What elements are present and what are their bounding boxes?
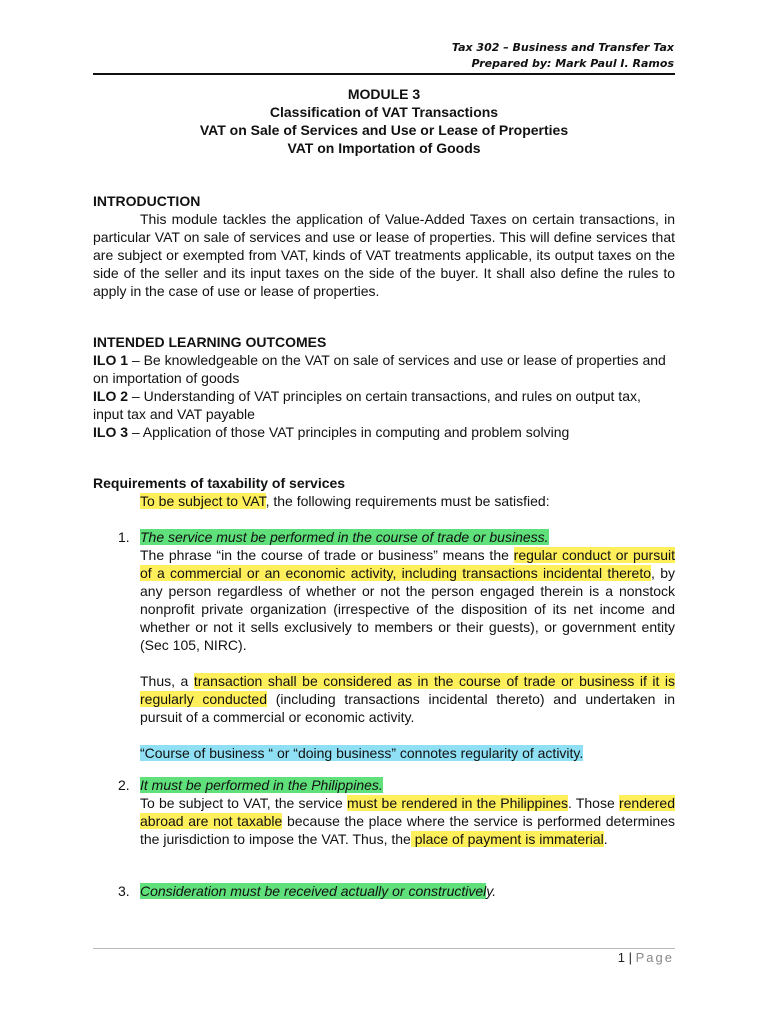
introduction-section — [93, 192, 675, 300]
ilo-heading: INTENDED LEARNING OUTCOMES — [93, 334, 327, 350]
highlight: To be subject to VAT — [140, 493, 266, 509]
document-header — [92, 40, 674, 72]
ilo-section — [93, 333, 675, 441]
page-label: Page — [635, 950, 674, 965]
footer-divider — [93, 948, 675, 949]
text-run: The phrase “in the course of trade or business” means the — [140, 547, 514, 563]
item-paragraph — [140, 744, 675, 762]
header-preparer: Prepared by: Mark Paul I. Ramos — [471, 57, 674, 70]
ilo-label: ILO 1 — [93, 352, 129, 368]
item-paragraph — [140, 546, 675, 654]
header-divider — [93, 73, 675, 75]
requirements-intro — [93, 492, 675, 510]
ilo-label: ILO 3 — [93, 424, 129, 440]
module-title-line-1: Classification of VAT Transactions — [269, 104, 499, 120]
requirements-section — [93, 474, 675, 510]
ilo-text: – Be knowledgeable on the VAT on sale of services and use or lease of properties and on importation of goods — [93, 352, 666, 386]
highlight: place of payment is immaterial — [410, 831, 604, 847]
ilo-item — [93, 351, 675, 387]
module-title-block — [93, 85, 675, 157]
item-title: Consideration must be received actually or constructivel — [140, 883, 487, 899]
text-run: , by any person regardless of whether or not the person engaged therein is a nonstock nonprofit private organization (irrespective of the disposition of its net income and whether or not it sells exclusively to members or their guests), or government entity (Sec 105, NIRC). — [140, 565, 675, 653]
item-paragraph — [140, 794, 675, 848]
ilo-text: – Application of those VAT principles in computing and problem solving — [128, 424, 570, 440]
item-title-tail: y. — [486, 883, 497, 899]
page-footer — [618, 950, 674, 966]
highlight: transaction shall be considered as in the course of trade or business if it is regularly conducted — [140, 673, 675, 707]
list-item-2 — [118, 776, 676, 848]
page-number: 1 — [617, 950, 625, 965]
highlight: must be rendered in the Philippines — [347, 795, 569, 811]
list-item-3 — [118, 882, 675, 900]
text-run: Thus, a — [140, 673, 194, 689]
item-title: The service must be performed in the course of trade or business. — [140, 529, 549, 545]
item-title: It must be performed in the Philippines. — [140, 777, 383, 793]
module-title-line-3: VAT on Importation of Goods — [287, 140, 481, 156]
list-item-1 — [118, 528, 676, 762]
ilo-item — [93, 423, 675, 441]
highlight: regular conduct or pursuit of a commercial or an economic activity, including transactions incidental thereto — [140, 547, 675, 581]
ilo-label: ILO 2 — [93, 388, 129, 404]
list-number: 2. — [118, 777, 130, 793]
introduction-heading: INTRODUCTION — [93, 193, 201, 209]
requirements-heading: Requirements of taxability of services — [93, 475, 346, 491]
header-course: Tax 302 – Business and Transfer Tax — [451, 41, 674, 54]
text-run: (including transactions incidental thereto) and undertaken in pursuit of a commercial or economic activity. — [140, 691, 676, 725]
introduction-text: This module tackles the application of Value-Added Taxes on certain transactions, in particular VAT on sale of services and use or lease of properties. This will define services that are subject or exempted from VAT, kinds of VAT treatments applicable, its output taxes on the side of the seller and its input taxes on the side of the buyer. It shall also define the rules to apply in the case of use or lease of properties. — [93, 211, 675, 299]
ilo-text: – Understanding of VAT principles on certain transactions, and rules on output tax, input tax and VAT payable — [93, 388, 641, 422]
page-separator: | — [628, 950, 632, 965]
text-run: . Those — [568, 795, 619, 811]
text-run: because the place where the service is performed determines the jurisdiction to impose the VAT. Thus, the — [140, 813, 676, 847]
item-paragraph — [140, 672, 675, 726]
requirements-intro-rest: , the following requirements must be satisfied: — [265, 493, 550, 509]
highlight: “Course of business “ or “doing business” connotes regularity of activity. — [140, 745, 584, 761]
text-run: . — [603, 831, 608, 847]
text-run: To be subject to VAT, the service — [140, 795, 348, 811]
list-number: 3. — [118, 883, 130, 899]
module-number: MODULE 3 — [347, 86, 421, 102]
list-number: 1. — [118, 529, 130, 545]
ilo-item — [93, 387, 675, 423]
module-title-line-2: VAT on Sale of Services and Use or Lease of Properties — [199, 122, 569, 138]
highlight: rendered abroad are not taxable — [140, 795, 675, 829]
